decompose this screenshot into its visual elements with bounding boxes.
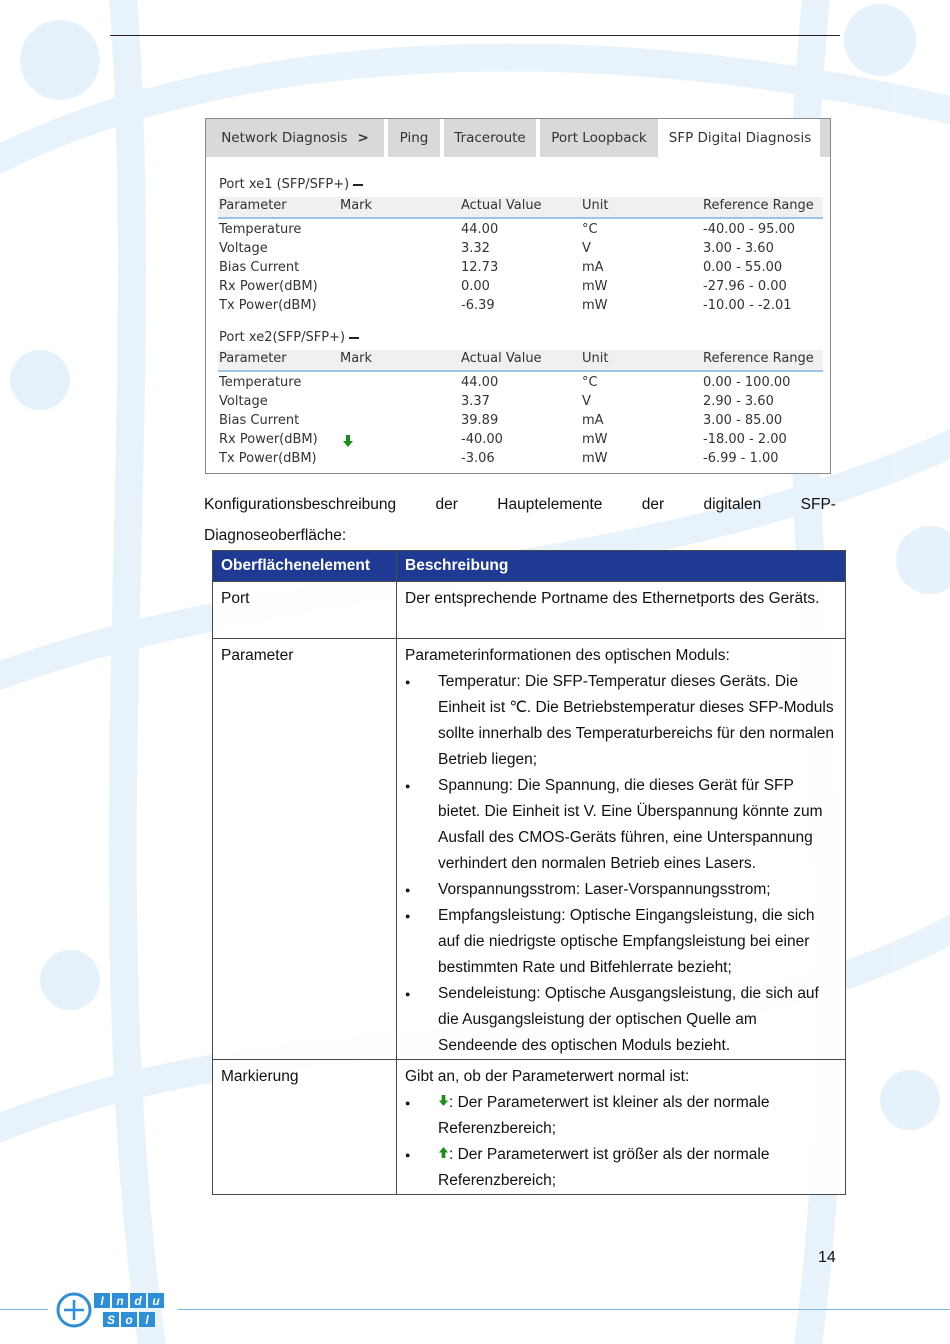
- indusol-logo: [56, 1290, 168, 1330]
- svg-text:l: l: [145, 1313, 149, 1327]
- footer-rule-left: [0, 1309, 48, 1310]
- column-header: Parameter: [219, 351, 287, 366]
- word: digitalen: [703, 496, 762, 513]
- cell-value: -40.00: [461, 432, 503, 447]
- cell-unit: mW: [582, 432, 608, 447]
- table-row: [218, 432, 823, 451]
- page-number: 14: [818, 1249, 836, 1266]
- column-header: Reference Range: [703, 351, 814, 366]
- tab-label: Ping: [399, 130, 429, 146]
- cell-parameter: Rx Power(dBM): [219, 432, 318, 447]
- bullet-list: [405, 669, 837, 1059]
- cell-range: -27.96 - 0.00: [703, 279, 787, 294]
- svg-text:I: I: [100, 1294, 104, 1308]
- table-row-markierung: [213, 1060, 846, 1195]
- column-header: Reference Range: [703, 198, 814, 213]
- cell-description: [397, 639, 846, 1060]
- column-header: Unit: [582, 198, 609, 213]
- list-item: [405, 1090, 837, 1142]
- cell-value: 12.73: [461, 260, 499, 275]
- cell-parameter: Tx Power(dBM): [219, 298, 317, 313]
- cell-label: Parameter: [213, 639, 397, 1060]
- collapse-icon[interactable]: [353, 184, 363, 186]
- tab-ping[interactable]: [388, 119, 440, 157]
- svg-text:S: S: [106, 1313, 116, 1327]
- cell-value: 44.00: [461, 375, 499, 390]
- bullet-list: [405, 1090, 837, 1194]
- intro-line-1: [204, 496, 836, 514]
- cell-parameter: Voltage: [219, 394, 268, 409]
- cell-parameter: Voltage: [219, 241, 268, 256]
- table-header-row: [213, 551, 846, 582]
- table-row-parameter: [213, 639, 846, 1060]
- tab-label: Network Diagnosis: [221, 130, 348, 146]
- table-row: [218, 451, 823, 470]
- tab-label: Port Loopback: [551, 130, 647, 146]
- cell-value: -3.06: [461, 451, 495, 466]
- header-description: Beschreibung: [397, 551, 846, 582]
- chevron-right-icon: >: [357, 130, 369, 146]
- cell-value: 39.89: [461, 413, 499, 428]
- svg-text:o: o: [125, 1313, 133, 1327]
- tab-bar: [206, 119, 830, 157]
- table-row: [218, 298, 823, 317]
- word: Konfigurationsbeschreibung: [204, 496, 397, 513]
- cell-label: Port: [213, 582, 397, 639]
- svg-text:d: d: [134, 1294, 142, 1308]
- table-row: [218, 241, 823, 260]
- table-row: [218, 413, 823, 432]
- footer-rule-right: [178, 1309, 950, 1310]
- cell-unit: mA: [582, 413, 604, 428]
- port-title-text: Port xe2(SFP/SFP+): [219, 330, 346, 345]
- tab-label: Traceroute: [454, 130, 526, 146]
- list-item: ● Spannung: Die Spannung, die dieses Gerät für SFP bietet. Die Einheit ist V. Eine Überspannung könnte zum Ausfall des CMOS-Geräts führen, eine Unterspannung verhindert den normalen Betrieb eines Lasers.: [405, 773, 837, 877]
- svg-text:n: n: [116, 1294, 124, 1308]
- down-arrow-icon: [438, 1095, 449, 1110]
- cell-unit: mA: [582, 260, 604, 275]
- word: der: [435, 496, 458, 513]
- table-header: [218, 197, 823, 219]
- table-row: [218, 260, 823, 279]
- cell-parameter: Bias Current: [219, 413, 300, 428]
- column-header: Parameter: [219, 198, 287, 213]
- tab-label: SFP Digital Diagnosis: [668, 130, 812, 146]
- list-item: ● Sendeleistung: Optische Ausgangsleistung, die sich auf die Ausgangsleistung der optischen Quelle am Sendeende des optischen Moduls bezieht.: [405, 981, 837, 1059]
- list-item: ● Empfangsleistung: Optische Eingangsleistung, die sich auf die niedrigste optische Empfangsleistung bei einer bestimmten Rate und Bitfehlerrate bezieht;: [405, 903, 837, 981]
- word: der: [641, 496, 665, 513]
- tab-network-diagnosis[interactable]: [206, 119, 384, 157]
- down-arrow-icon: [340, 432, 354, 452]
- header-rule: [110, 35, 840, 36]
- element-description-table: [212, 550, 846, 1195]
- table-row: [218, 279, 823, 298]
- cell-range: 3.00 - 85.00: [703, 413, 783, 428]
- cell-range: -6.99 - 1.00: [703, 451, 779, 466]
- collapse-icon[interactable]: [349, 337, 359, 339]
- cell-parameter: Tx Power(dBM): [219, 451, 317, 466]
- port-title: [219, 330, 359, 345]
- cell-range: -10.00 - -2.01: [703, 298, 792, 313]
- list-item: [405, 1142, 837, 1194]
- description-intro: Parameterinformationen des optischen Moduls:: [405, 647, 730, 664]
- cell-range: -40.00 - 95.00: [703, 222, 796, 237]
- cell-unit: mW: [582, 279, 608, 294]
- svg-text:u: u: [152, 1294, 160, 1308]
- tab-port-loopback[interactable]: [540, 119, 658, 157]
- cell-range: -18.00 - 2.00: [703, 432, 787, 447]
- table-header: [218, 350, 823, 372]
- cell-unit: mW: [582, 451, 608, 466]
- list-item-text: : Der Parameterwert ist kleiner als der normale Referenzbereich;: [438, 1094, 770, 1137]
- column-header: Mark: [340, 351, 373, 366]
- cell-description: Der entsprechende Portname des Ethernetports des Geräts.: [397, 582, 846, 639]
- cell-unit: V: [582, 394, 591, 409]
- table-row: [218, 222, 823, 241]
- cell-unit: mW: [582, 298, 608, 313]
- cell-range: 0.00 - 55.00: [703, 260, 783, 275]
- cell-parameter: Temperature: [219, 222, 302, 237]
- description-intro: Gibt an, ob der Parameterwert normal ist:: [405, 1068, 690, 1085]
- sfp-diagnosis-screenshot: [205, 118, 831, 474]
- table-row-port: [213, 582, 846, 639]
- port-title: [219, 177, 363, 192]
- tab-traceroute[interactable]: [444, 119, 536, 157]
- column-header: Actual Value: [461, 351, 542, 366]
- column-header: Actual Value: [461, 198, 542, 213]
- tab-bar-end: [820, 119, 830, 157]
- word: Hauptelemente: [497, 496, 603, 513]
- cell-parameter: Rx Power(dBM): [219, 279, 318, 294]
- list-item: ● Vorspannungsstrom: Laser-Vorspannungsstrom;: [405, 877, 837, 903]
- up-arrow-icon: [438, 1147, 449, 1162]
- list-item-text: : Der Parameterwert ist größer als der normale Referenzbereich;: [438, 1146, 770, 1189]
- cell-parameter: Temperature: [219, 375, 302, 390]
- table-row: [218, 375, 823, 394]
- intro-line-2: Diagnoseoberfläche:: [204, 527, 347, 544]
- cell-range: 0.00 - 100.00: [703, 375, 791, 390]
- header-element: Oberflächenelement: [213, 551, 397, 582]
- cell-value: 3.37: [461, 394, 490, 409]
- cell-unit: °C: [582, 222, 598, 237]
- port-title-text: Port xe1 (SFP/SFP+): [219, 177, 350, 192]
- cell-label: Markierung: [213, 1060, 397, 1195]
- word: SFP-: [800, 496, 836, 513]
- table-row: [218, 394, 823, 413]
- cell-unit: V: [582, 241, 591, 256]
- cell-range: 3.00 - 3.60: [703, 241, 774, 256]
- cell-value: -6.39: [461, 298, 495, 313]
- cell-value: 3.32: [461, 241, 490, 256]
- cell-range: 2.90 - 3.60: [703, 394, 774, 409]
- column-header: Mark: [340, 198, 373, 213]
- cell-parameter: Bias Current: [219, 260, 300, 275]
- column-header: Unit: [582, 351, 609, 366]
- cell-value: 44.00: [461, 222, 499, 237]
- tab-sfp-digital-diagnosis[interactable]: [662, 119, 818, 157]
- cell-description: [397, 1060, 846, 1195]
- list-item: ● Temperatur: Die SFP-Temperatur dieses Geräts. Die Einheit ist ℃. Die Betriebstemperatur dieses SFP-Moduls sollte innerhalb des Temperaturbereichs für den normalen Betrieb liegen;: [405, 669, 837, 773]
- cell-unit: °C: [582, 375, 598, 390]
- cell-value: 0.00: [461, 279, 490, 294]
